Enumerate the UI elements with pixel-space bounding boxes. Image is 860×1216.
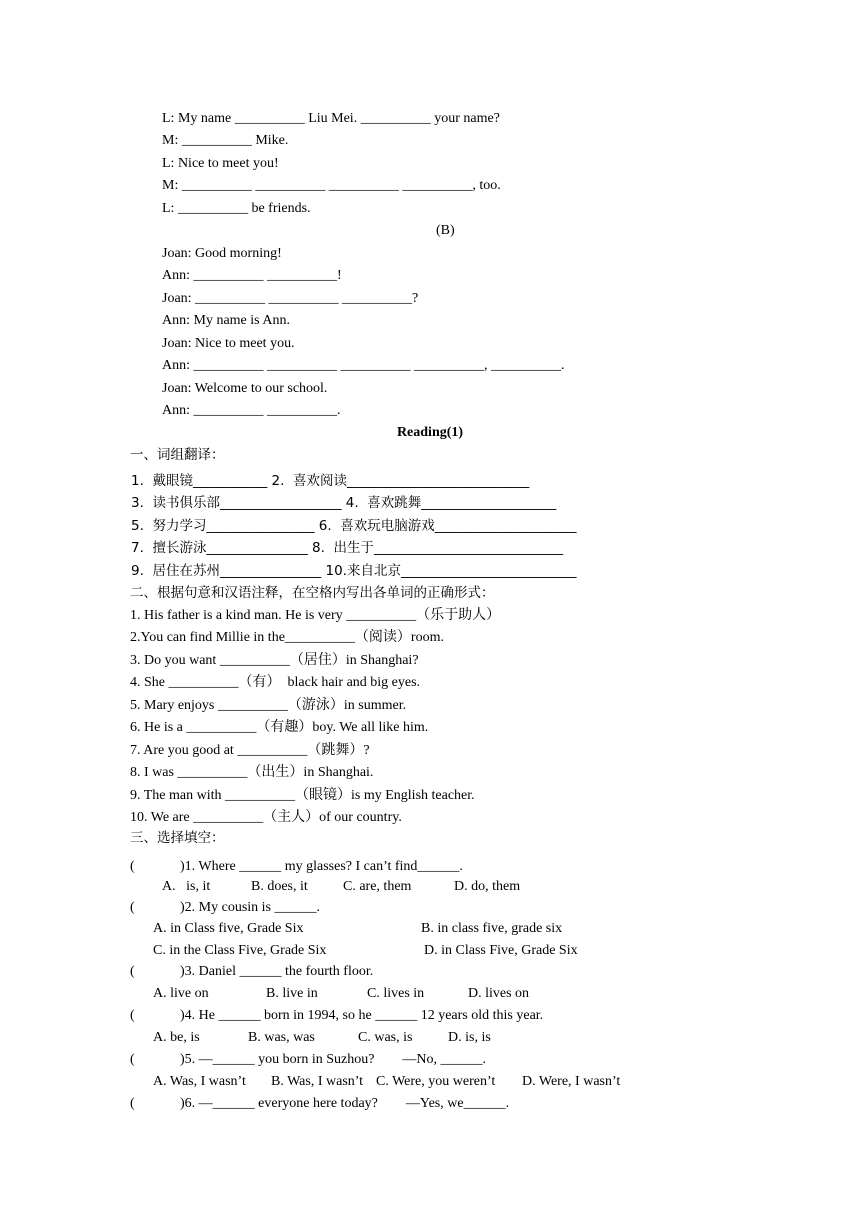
option: C. are, them (343, 879, 412, 894)
option: C. in the Class Five, Grade Six (153, 943, 327, 958)
answer-paren: ( (130, 1096, 135, 1111)
option: B. was, was (248, 1030, 315, 1045)
option: D. in Class Five, Grade Six (424, 943, 578, 958)
translation-row: 3. 读书俱乐部__________________ 4. 喜欢跳舞____________________ (131, 495, 557, 511)
fill-item: 7. Are you good at __________（跳舞）? (130, 743, 370, 758)
question-stem: )4. He ______ born in 1994, so he ______ 12 years old this year. (180, 1008, 544, 1023)
option: B. does, it (251, 879, 308, 894)
question-stem: )6. —______ everyone here today? —Yes, we______. (180, 1096, 510, 1111)
option: D. Were, I wasn’t (522, 1074, 621, 1089)
translation-row: 5. 努力学习________________ 6. 喜欢玩电脑游戏_____________________ (131, 518, 577, 534)
answer-paren: ( (130, 859, 135, 874)
fill-item: 10. We are __________（主人）of our country. (130, 810, 402, 825)
option: A. Was, I wasn’t (153, 1074, 246, 1089)
option: C. was, is (358, 1030, 413, 1045)
dialogue-line: L: My name __________ Liu Mei. __________ your name? (162, 111, 500, 126)
option: C. lives in (367, 986, 425, 1001)
part1-heading: 一、词组翻译： (130, 447, 225, 463)
dialogue-line: Ann: __________ __________. (162, 403, 341, 418)
fill-item: 9. The man with __________（眼镜）is my English teacher. (130, 788, 475, 803)
fill-item: 2.You can find Millie in the__________（阅读）room. (130, 630, 444, 645)
dialogue-line: Joan: __________ __________ __________? (162, 291, 419, 306)
dialogue-line: Ann: My name is Ann. (162, 313, 290, 328)
translation-row: 9. 居住在苏州_______________ 10.来自北京__________________________ (131, 563, 577, 579)
question-stem: )1. Where ______ my glasses? I can’t find______. (180, 859, 463, 874)
question-stem: )5. —______ you born in Suzhou? —No, ______. (180, 1052, 487, 1067)
option: B. live in (266, 986, 318, 1001)
dialogue-line: M: __________ Mike. (162, 133, 289, 148)
part3-heading: 三、选择填空： (130, 830, 225, 846)
option: D. do, them (454, 879, 521, 894)
option: A. live on (153, 986, 209, 1001)
question-stem: )3. Daniel ______ the fourth floor. (180, 964, 374, 979)
dialogue-line: Ann: __________ __________ __________ __________, __________. (162, 358, 565, 373)
fill-item: 8. I was __________（出生）in Shanghai. (130, 765, 374, 780)
dialogue-line: Joan: Welcome to our school. (162, 381, 328, 396)
section-title: Reading(1) (396, 425, 464, 440)
dialogue-line: Joan: Good morning! (162, 246, 282, 261)
question-stem: )2. My cousin is ______. (180, 900, 320, 915)
dialogue-line: Joan: Nice to meet you. (162, 336, 295, 351)
option: D. lives on (468, 986, 530, 1001)
dialogue-line: L: __________ be friends. (162, 201, 311, 216)
dialogue-line: M: __________ __________ __________ __________, too. (162, 178, 501, 193)
option: A. in Class five, Grade Six (153, 921, 304, 936)
option: A. be, is (153, 1030, 200, 1045)
option: B. in class five, grade six (421, 921, 563, 936)
part2-heading: 二、根据句意和汉语注释，在空格内写出各单词的正确形式： (130, 585, 495, 601)
fill-item: 3. Do you want __________（居住）in Shanghai? (130, 653, 419, 668)
answer-paren: ( (130, 1052, 135, 1067)
dialogue-line: Ann: __________ __________! (162, 268, 342, 283)
option: C. Were, you weren’t (376, 1074, 496, 1089)
fill-item: 4. She __________（有） black hair and big eyes. (130, 675, 421, 690)
dialogue-line: L: Nice to meet you! (162, 156, 279, 171)
answer-paren: ( (130, 900, 135, 915)
option: B. Was, I wasn’t (271, 1074, 364, 1089)
answer-paren: ( (130, 964, 135, 979)
fill-item: 6. He is a __________（有趣）boy. We all like him. (130, 720, 429, 735)
translation-row: 1. 戴眼镜___________ 2. 喜欢阅读___________________________ (131, 473, 530, 489)
option: A. is, it (162, 879, 211, 894)
answer-paren: ( (130, 1008, 135, 1023)
translation-row: 7. 擅长游泳_______________ 8. 出生于____________________________ (131, 540, 563, 556)
fill-item: 1. His father is a kind man. He is very __________（乐于助人） (130, 608, 501, 623)
fill-item: 5. Mary enjoys __________（游泳）in summer. (130, 698, 407, 713)
dialogue-b-label: (B) (436, 223, 455, 238)
option: D. is, is (448, 1030, 491, 1045)
